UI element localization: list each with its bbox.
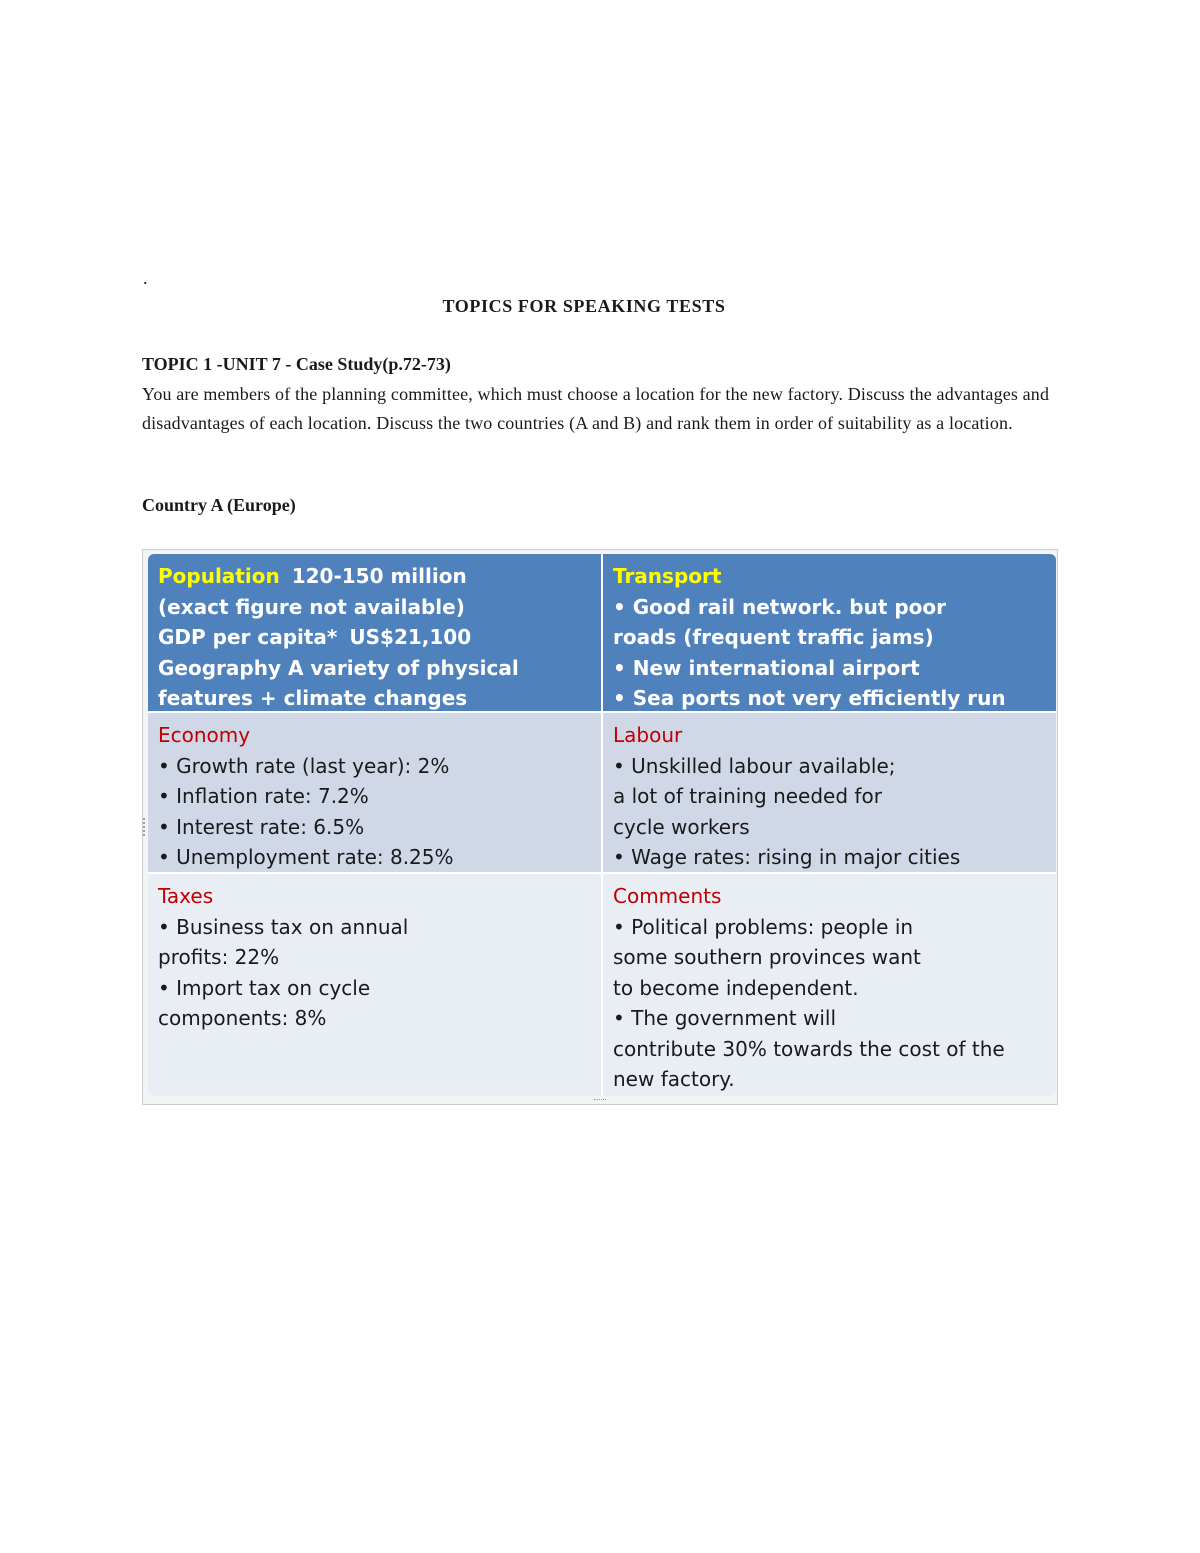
comments-line-5: contribute 30% towards the cost of the: [613, 1036, 1005, 1061]
comments-line-4: • The government will: [613, 1006, 837, 1030]
country-a-table: [148, 554, 1056, 1096]
economy-line-2: • Inflation rate: 7.2%: [158, 784, 369, 808]
taxes-cell: [148, 874, 601, 1096]
labour-line-1: • Unskilled labour available;: [613, 753, 896, 778]
geography-line-1: Geography A variety of physical: [158, 655, 519, 680]
side-resize-handle: [143, 818, 147, 836]
intro-paragraph: You are members of the planning committee, which must choose a location for the new factory. Discuss the advantages and disadvantages of each location. Discuss the two countries (A and B) and rank them in order of suitability as a location.: [142, 384, 1050, 433]
comments-line-2: some southern provinces want: [613, 945, 921, 969]
taxes-line-3: • Import tax on cycle: [158, 975, 371, 1000]
labour-cell: [603, 713, 1056, 874]
taxes-line-2: profits: 22%: [158, 945, 280, 969]
transport-line-3: • New international airport: [613, 655, 920, 680]
stray-dot: .: [143, 268, 148, 288]
taxes-line-4: components: 8%: [158, 1006, 327, 1030]
transport-cell: [603, 554, 1056, 713]
gdp-label: GDP per capita*: [158, 625, 338, 649]
document-title: TOPICS FOR SPEAKING TESTS: [442, 296, 726, 316]
taxes-line-1: • Business tax on annual: [158, 914, 409, 939]
population-note: (exact figure not available): [158, 594, 465, 619]
economy-line-3: • Interest rate: 6.5%: [158, 814, 365, 839]
population-cell: [148, 554, 601, 713]
bottom-resize-handle: [594, 1099, 606, 1103]
transport-line-4: • Sea ports not very efficiently run: [613, 686, 1006, 710]
comments-line-6: new factory.: [613, 1067, 735, 1091]
comments-line-1: • Political problems: people in: [613, 914, 914, 939]
geography-line-2: features + climate changes: [158, 686, 468, 710]
labour-line-2: a lot of training needed for: [613, 784, 882, 808]
economy-line-4: • Unemployment rate: 8.25%: [158, 845, 454, 869]
labour-label: Labour: [613, 723, 683, 747]
comments-cell: [603, 874, 1056, 1096]
taxes-label: Taxes: [158, 884, 214, 908]
economy-label: Economy: [158, 723, 251, 747]
labour-line-3: cycle workers: [613, 814, 750, 839]
comments-label: Comments: [613, 884, 722, 908]
population-label: Population: [158, 564, 280, 588]
country-heading: Country A (Europe): [142, 495, 296, 515]
population-value: 120-150 million: [291, 564, 467, 588]
transport-line-1: • Good rail network. but poor: [613, 594, 946, 619]
topic-heading: TOPIC 1 -UNIT 7 - Case Study(p.72-73): [142, 354, 451, 374]
comments-line-3: to become independent.: [613, 975, 859, 1000]
economy-line-1: • Growth rate (last year): 2%: [158, 753, 450, 778]
transport-label: Transport: [613, 564, 722, 588]
gdp-value: US$21,100: [349, 625, 472, 649]
transport-line-2: roads (frequent traffic jams): [613, 625, 934, 649]
labour-line-4: • Wage rates: rising in major cities: [613, 845, 961, 869]
economy-cell: [148, 713, 601, 874]
